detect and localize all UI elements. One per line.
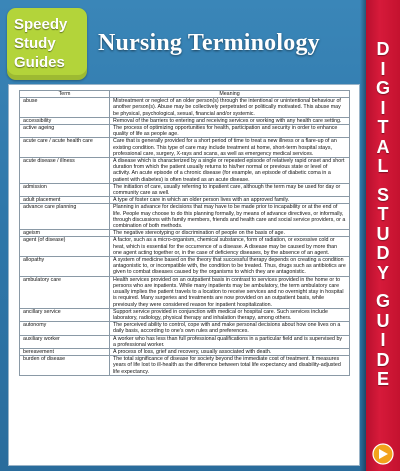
spine-letter: Y [376,262,389,283]
meaning-cell: The process of optimizing opportunities for health, participation and security in order to enhance quality of life as people age. [110,125,350,138]
term-cell: agent (of disease) [20,237,110,257]
meaning-cell: Health services provided on an outpatient basis in contrast to services provided in the home or to persons who are inpatients. While many inpatients may be ambulatory, the term ambulatory care usually implies the patient travels to a location to receive services and no overnight stay in hospital is required. Many surgeries and treatments are now provided on an outpatient basis, while previously they were considered reason for inpatient hospitalization. [110,276,350,308]
meaning-cell: The initiation of care, usually referring to inpatient care, although the term may be used for day or community care as well. [110,183,350,196]
spine-letter: I [380,97,386,118]
spine-letter: U [376,310,390,331]
spine-letter: D [376,243,390,263]
meaning-cell: Mistreatment or neglect of an older person(s) through the intentional or unintentional behaviour of another person(s). Abuse may be collectively perpetrated or politically motivated. This abuse may be physical, psychological, sexual, financial and/or systemic. [110,98,350,118]
table-row [20,308,350,321]
table-row [20,183,350,196]
logo-line-2: Study [14,35,56,52]
header-term: Term [20,91,110,98]
term-cell: auxiliary worker [20,335,110,348]
table-row [20,237,350,257]
meaning-cell: Support service provided in conjunction with medical or hospital care. Such services include laboratory, radiology, physical therapy and inhalation therapy, among others. [110,308,350,321]
terminology-sheet [8,84,360,466]
table-row [20,356,350,376]
header-meaning: Meaning [110,91,350,98]
meaning-cell: The perceived ability to control, cope with and make personal decisions about how one lives on a daily basis, according to one's own rules and preferences. [110,322,350,335]
term-cell: accessibility [20,117,110,124]
term-cell: admission [20,183,110,196]
term-cell: acute disease / illness [20,158,110,184]
book-title: Nursing Terminology [98,30,320,56]
meaning-cell: A disease which is characterized by a single or repeated episode of relatively rapid onset and short duration from which the patient usually returns to his/her normal or previous state or level of activity. An acute episode of a chronic disease (for example, an episode of diabetic coma in a patient with diabetes) is often treated as an acute disease. [110,158,350,184]
meaning-cell: A system of medicine based on the theory that successful therapy depends on creating a condition antagonistic to, or incompatible with, the condition to be treated. Thus, drugs such as antibiotics are given to combat diseases caused by the organisms to which they are antagonistic. [110,257,350,277]
spine-letter: T [377,117,389,137]
meaning-cell: A process of loss, grief and recovery, usually associated with death. [110,348,350,355]
meaning-cell: A type of foster care in which an older person lives with an approved family. [110,197,350,204]
table-row [20,125,350,138]
table-row [20,197,350,204]
meaning-cell: Care that is generally provided for a short period of time to treat a new illness or a flare-up of an existing condition. This type of care may include treatment at home, short-term hospital stays, professional care, surgery, X-rays and scans, as well as emergency medical services. [110,138,350,158]
terminology-table [19,90,350,376]
meaning-cell: A worker who has less than full professional qualifications in a particular field and is supervised by a professional worker. [110,335,350,348]
term-cell: abuse [20,98,110,118]
term-cell: adult placement [20,197,110,204]
table-row [20,204,350,230]
meaning-cell: The total significance of disease for society beyond the immediate cost of treatment. It measures years of life lost to ill-health as the difference between total life expectancy and disability-adjusted life expectancy. [110,356,350,376]
term-cell: active ageing [20,125,110,138]
meaning-cell: Planning in advance for decisions that may have to be made prior to incapability or at the end of life. People may choose to do this planning formally, by means of advance directives, or informally, through discussions with family members, friends and health care and social service providers, or a combination of both methods. [110,204,350,230]
term-cell: ambulatory care [20,276,110,308]
table-header-row [20,91,350,98]
table-row [20,348,350,355]
table-row [20,257,350,277]
term-cell: acute care / acute health care [20,138,110,158]
spine-title [366,40,400,390]
spine-letter: T [377,204,389,224]
spine-letter: S [376,184,389,205]
table-row [20,98,350,118]
meaning-cell: The negative stereotyping or discrimination of people on the basis of age. [110,230,350,237]
publisher-logo-icon [372,443,394,465]
spine-letter: G [375,78,390,98]
term-cell: bereavement [20,348,110,355]
spine-letter: E [376,369,389,389]
table-row [20,322,350,335]
spine-letter: A [376,136,390,157]
spine-letter: L [377,156,389,176]
spine-letter: I [380,58,386,79]
term-cell: ageism [20,230,110,237]
term-cell: autonomy [20,322,110,335]
meaning-cell: A factor, such as a micro-organism, chemical substance, form of radiation, or excessive cold or heat, which is essential for the occurrence of a disease. A disease may be caused by more than one agent acting together or, in the case of deficiency diseases, by the absence of an agent. [110,237,350,257]
speedy-study-guides-logo [7,8,87,80]
term-cell: burden of disease [20,356,110,376]
table-row [20,335,350,348]
table-row [20,138,350,158]
term-cell: advance care planning [20,204,110,230]
meaning-cell: Removal of the barriers to entering and receiving services or working with any health care setting. [110,117,350,124]
table-row [20,276,350,308]
table-row [20,117,350,124]
table-row [20,230,350,237]
spine-letter: U [376,223,390,244]
spine-letter: I [380,330,386,350]
term-cell: ancillary service [20,308,110,321]
logo-line-3: Guides [14,54,65,71]
table-row [20,158,350,184]
term-cell: allopathy [20,257,110,277]
spine-letter: D [376,39,390,59]
logo-line-1: Speedy [14,16,68,33]
spine-letter: D [376,349,390,370]
book-spine [366,0,400,471]
spine-letter: G [375,291,390,311]
